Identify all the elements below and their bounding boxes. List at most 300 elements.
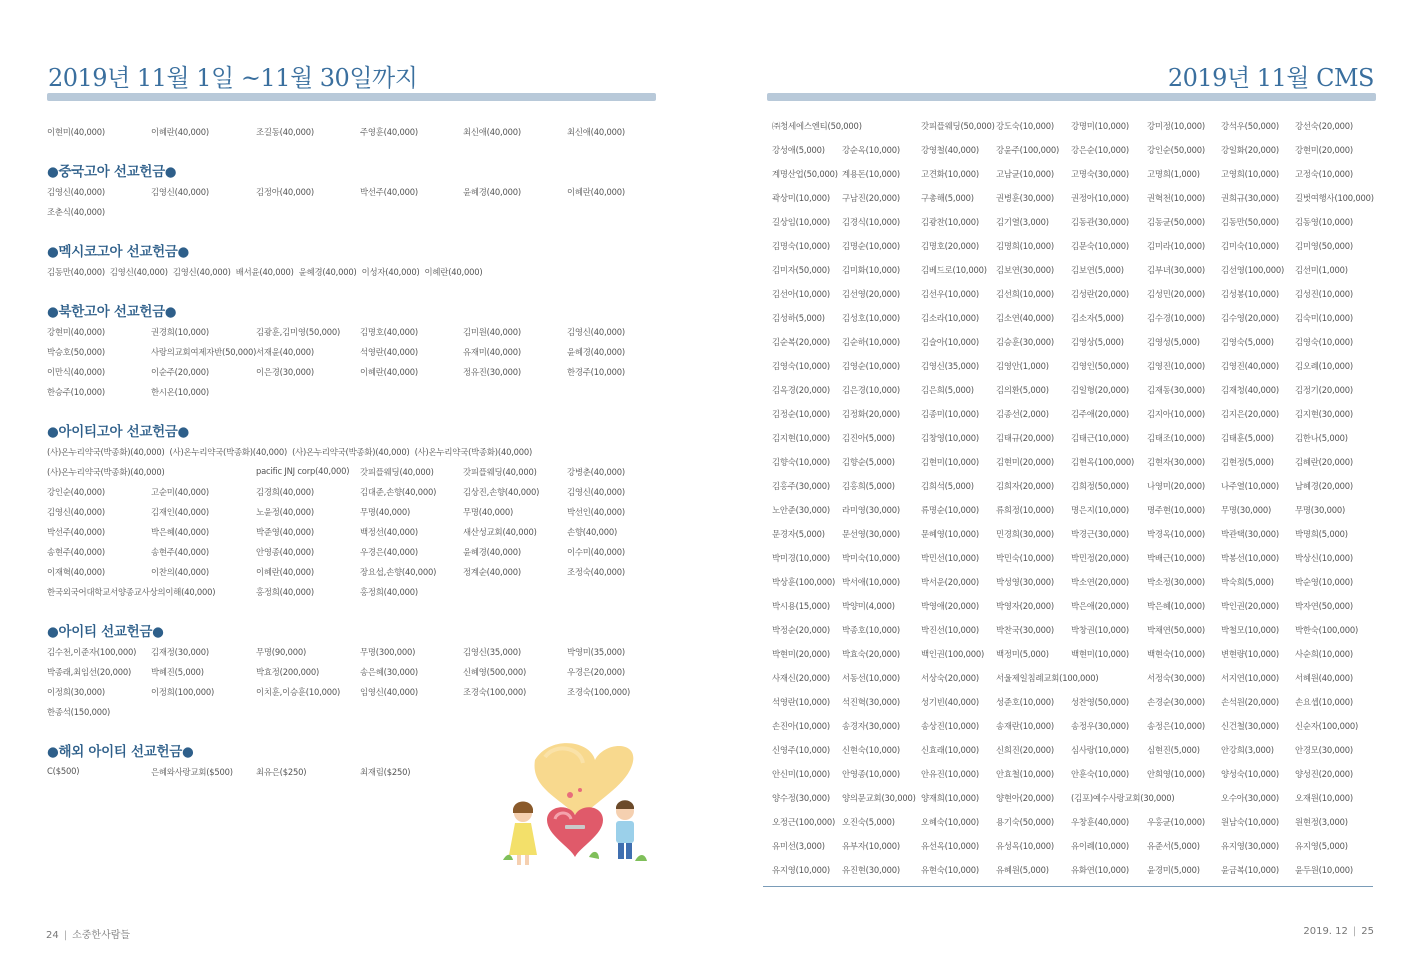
cms-donor-entry: 양성숙(10,000) [1221, 769, 1279, 779]
cms-donor-entry: 송정우(30,000) [1071, 721, 1129, 731]
donor-entry: 정계순(40,000) [463, 567, 521, 577]
cms-donor-entry: 송상진(10,000) [921, 721, 979, 731]
cms-donor-entry: 김재동(30,000) [1147, 385, 1205, 395]
cms-donor-entry: 라미영(30,000) [842, 505, 900, 515]
cms-donor-entry: 박진선(10,000) [921, 625, 979, 635]
cms-donor-entry: 김지아(10,000) [1147, 409, 1205, 419]
donor-entry: 김영신(40,000) [567, 487, 625, 497]
donor-entry: 이혜란(40,000) [256, 567, 314, 577]
cms-donor-entry: 권희규(30,000) [1221, 193, 1279, 203]
donor-entry: 김재인(40,000) [151, 507, 209, 517]
donor-entry: 이정희(30,000) [47, 687, 105, 697]
cms-donor-entry: 박종호(10,000) [842, 625, 900, 635]
cms-donor-entry: 김의환(5,000) [996, 385, 1049, 395]
right-page-title: 2019년 11월 CMS [1167, 64, 1374, 92]
cms-donor-entry: 박미숙(10,000) [842, 553, 900, 563]
cms-donor-entry: 김명호(20,000) [921, 241, 979, 251]
magazine-name: 소중한사람들 [72, 930, 131, 941]
cms-donor-entry: 신건철(30,000) [1221, 721, 1279, 731]
cms-donor-entry: 오혜숙(10,000) [921, 817, 979, 827]
donor-entry: 서재윤(40,000) [256, 347, 314, 357]
cms-donor-entry: 김현자(30,000) [1147, 457, 1205, 467]
section-heading: ●북한고아 선교헌금● [47, 304, 177, 320]
left-page-title: 2019년 11월 1일 ~11월 30일까지 [48, 64, 418, 92]
cms-donor-entry: 김승훈(30,000) [996, 337, 1054, 347]
cms-donor-entry: 김성란(20,000) [1071, 289, 1129, 299]
donor-entry: 송현주(40,000) [151, 547, 209, 557]
cms-donor-entry: 유화연(10,000) [1071, 865, 1129, 875]
cms-donor-entry: 백현미(10,000) [1071, 649, 1129, 659]
cms-donor-entry: 갓피플웨딩(50,000) [921, 121, 995, 131]
donor-entry: 강병춘(40,000) [567, 467, 625, 477]
cms-donor-entry: 류명순(10,000) [921, 505, 979, 515]
donor-entry: 한종석(150,000) [47, 707, 111, 717]
right-footer: 2019. 12 | 25 [1303, 926, 1374, 937]
cms-donor-entry: 박현미(20,000) [772, 649, 830, 659]
cms-donor-entry: 김베드로(10,000) [921, 265, 987, 275]
cms-donor-entry: 박서애(10,000) [842, 577, 900, 587]
cms-donor-entry: 원남숙(10,000) [1221, 817, 1279, 827]
cms-donor-entry: 김정순(10,000) [772, 409, 830, 419]
cms-donor-entry: 박민선(10,000) [921, 553, 979, 563]
cms-donor-entry: 양수정(30,000) [772, 793, 830, 803]
cms-donor-entry: 서동선(10,000) [842, 673, 900, 683]
cms-donor-entry: 김향숙(10,000) [772, 457, 830, 467]
donor-line [47, 266, 487, 278]
cms-donor-entry: 강인순(50,000) [1147, 145, 1205, 155]
left-page-number: 24 [46, 930, 59, 941]
donor-entry: 김영신(40,000) [47, 507, 105, 517]
donor-entry: 정유진(30,000) [463, 367, 521, 377]
cms-donor-entry: 박민숙(10,000) [996, 553, 1054, 563]
cms-donor-entry: 유미선(3,000) [772, 841, 825, 851]
cms-donor-entry: 김재청(40,000) [1221, 385, 1279, 395]
cms-donor-entry: 백현숙(10,000) [1147, 649, 1205, 659]
cms-donor-entry: 손경순(30,000) [1147, 697, 1205, 707]
cms-donor-entry: 변현량(10,000) [1221, 649, 1279, 659]
cms-donor-entry: 백인권(100,000) [921, 649, 985, 659]
cms-donor-entry: 유성옥(10,000) [996, 841, 1054, 851]
cms-donor-entry: 김미라(10,000) [1147, 241, 1205, 251]
cms-donor-entry: 김희정(50,000) [1071, 481, 1129, 491]
cms-donor-entry: 신현숙(10,000) [842, 745, 900, 755]
cms-donor-entry: 서혜원(40,000) [1295, 673, 1353, 683]
cms-donor-entry: 김선희(10,000) [996, 289, 1054, 299]
cms-donor-entry: 나영미(20,000) [1147, 481, 1205, 491]
cms-donor-entry: 김현옥(100,000) [1071, 457, 1135, 467]
cms-donor-entry: 김소자(5,000) [1071, 313, 1124, 323]
donor-entry: 김영신(40,000) [109, 267, 168, 277]
cms-donor-entry: 김홍희(5,000) [842, 481, 895, 491]
cms-donor-entry: 신순자(100,000) [1295, 721, 1359, 731]
cms-donor-entry: 김진아(5,000) [842, 433, 895, 443]
cms-donor-entry: 김영신(35,000) [921, 361, 979, 371]
donor-entry: 이수미(40,000) [567, 547, 625, 557]
cms-donor-entry: 김동균(50,000) [1147, 217, 1205, 227]
cms-donor-entry: 김향순(5,000) [842, 457, 895, 467]
cms-donor-entry: 김태규(20,000) [996, 433, 1054, 443]
donor-entry: 김영신(40,000) [151, 187, 209, 197]
cms-donor-entry: 김숙미(10,000) [1295, 313, 1353, 323]
cms-donor-entry: 박배근(10,000) [1147, 553, 1205, 563]
cms-donor-entry: 고영희(10,000) [1221, 169, 1279, 179]
cms-donor-entry: 김종선(2,000) [996, 409, 1049, 419]
cms-donor-entry: 강도숙(10,000) [996, 121, 1054, 131]
cms-donor-entry: 박정순(20,000) [772, 625, 830, 635]
cms-donor-entry: 오정근(100,000) [772, 817, 836, 827]
donor-entry: 김상진,손향(40,000) [463, 487, 540, 497]
cms-donor-entry: 김성하(5,000) [772, 313, 825, 323]
donor-entry: 이정희(100,000) [151, 687, 215, 697]
cms-donor-entry: 박창권(10,000) [1071, 625, 1129, 635]
cms-donor-entry: 강성애(5,000) [772, 145, 825, 155]
cms-donor-entry: 김태훈(5,000) [1221, 433, 1274, 443]
donor-entry: 김대준,손향(40,000) [360, 487, 437, 497]
cms-donor-entry: 유지영(30,000) [1221, 841, 1279, 851]
cms-donor-entry: 손요셉(10,000) [1295, 697, 1353, 707]
donor-entry: 박선인(40,000) [567, 507, 625, 517]
donor-entry: 사랑의교회여제자반(50,000) [151, 347, 257, 357]
section-heading: ●아이티고아 선교헌금● [47, 424, 190, 440]
donor-entry: (사)온누리약국(박종화)(40,000) [169, 447, 288, 457]
cms-donor-entry: 서울제일침례교회(100,000) [996, 673, 1099, 683]
donor-entry: C($500) [47, 766, 80, 776]
cms-donor-entry: 박철모(10,000) [1221, 625, 1279, 635]
donor-entry: 송은혜(30,000) [360, 667, 418, 677]
cms-donor-entry: 김한나(5,000) [1295, 433, 1348, 443]
cms-donor-entry: 김창영(10,000) [921, 433, 979, 443]
cms-donor-entry: 고명희(1,000) [1147, 169, 1200, 179]
donor-entry: 조경숙(100,000) [567, 687, 631, 697]
donor-entry: 신혜영(500,000) [463, 667, 527, 677]
cms-donor-entry: 양의문교회(30,000) [842, 793, 916, 803]
cms-donor-entry: 김경식(10,000) [842, 217, 900, 227]
cms-donor-entry: 김명숙(10,000) [772, 241, 830, 251]
cms-donor-entry: 우창훈(40,000) [1071, 817, 1129, 827]
donor-entry: 갓피플웨딩(40,000) [463, 467, 537, 477]
donor-entry: 고순미(40,000) [151, 487, 209, 497]
cms-donor-entry: 신영주(10,000) [772, 745, 830, 755]
donor-entry: 이혜란(40,000) [567, 187, 625, 197]
cms-donor-entry: 김선영(100,000) [1221, 265, 1285, 275]
donor-entry: 이재혁(40,000) [47, 567, 105, 577]
cms-donor-entry: 윤경미(5,000) [1147, 865, 1200, 875]
cms-donor-entry: 김동관(30,000) [1071, 217, 1129, 227]
donor-entry: 새산성교회(40,000) [463, 527, 537, 537]
cms-donor-entry: 박미경(10,000) [772, 553, 830, 563]
donor-entry: 이찬의(40,000) [151, 567, 209, 577]
donor-entry: 김광훈,김미영(50,000) [256, 327, 341, 337]
cms-donor-entry: 김미화(10,000) [842, 265, 900, 275]
donor-entry: (사)온누리약국(박종화)(40,000) [292, 447, 410, 457]
donor-entry: 김영신(40,000) [567, 327, 625, 337]
donor-entry: 강현미(40,000) [47, 327, 105, 337]
cms-donor-entry: 김명희(10,000) [996, 241, 1054, 251]
cms-donor-entry: 김종미(10,000) [921, 409, 979, 419]
donor-entry: 최재림($250) [360, 767, 411, 777]
cms-donor-entry: 김지현(30,000) [1295, 409, 1353, 419]
donor-entry: 배서윤(40,000) [235, 267, 294, 277]
cms-donor-entry: 박찬국(30,000) [996, 625, 1054, 635]
cms-donor-entry: 김선영(20,000) [842, 289, 900, 299]
cms-donor-entry: 강일화(20,000) [1221, 145, 1279, 155]
cms-donor-entry: 나주열(10,000) [1221, 481, 1279, 491]
donor-entry: 홍정희(40,000) [360, 587, 418, 597]
cms-donor-entry: 김영진(40,000) [1221, 361, 1279, 371]
cms-donor-entry: 양재희(10,000) [921, 793, 979, 803]
cms-donor-entry: 안유진(10,000) [921, 769, 979, 779]
cms-donor-entry: 김영상(5,000) [1071, 337, 1124, 347]
cms-donor-entry: 안영종(10,000) [842, 769, 900, 779]
cms-donor-entry: 서지연(10,000) [1221, 673, 1279, 683]
donor-entry: 김영신(40,000) [172, 267, 231, 277]
cms-donor-entry: 김광찬(10,000) [921, 217, 979, 227]
cms-donor-entry: 박은혜(10,000) [1147, 601, 1205, 611]
cms-donor-entry: 박소연(20,000) [1071, 577, 1129, 587]
cms-donor-entry: 김영성(5,000) [1147, 337, 1200, 347]
cms-donor-entry: 박소정(30,000) [1147, 577, 1205, 587]
donor-entry: 박영미(35,000) [567, 647, 625, 657]
right-page-number: 25 [1361, 926, 1374, 937]
cms-donor-entry: 문혜영(10,000) [921, 529, 979, 539]
donor-entry: 이은경(30,000) [256, 367, 314, 377]
cms-donor-entry: 김일형(20,000) [1071, 385, 1129, 395]
donor-entry: 조정숙(40,000) [567, 567, 625, 577]
donor-line [47, 446, 537, 458]
cms-donor-entry: 송재란(10,000) [996, 721, 1054, 731]
cms-donor-entry: 박영자(20,000) [996, 601, 1054, 611]
cms-donor-entry: 민경희(30,000) [996, 529, 1054, 539]
cms-donor-entry: 강미정(10,000) [1147, 121, 1205, 131]
cms-donor-entry: 오진숙(5,000) [842, 817, 895, 827]
cms-donor-entry: 무명(30,000) [1295, 505, 1346, 515]
section-heading: ●멕시코고아 선교헌금● [47, 244, 190, 260]
donor-entry: 김정아(40,000) [256, 187, 314, 197]
donor-entry: 이치훈,이승훈(10,000) [256, 687, 341, 697]
donor-entry: 이성자(40,000) [361, 267, 420, 277]
donor-entry: 박선주(40,000) [360, 187, 418, 197]
cms-donor-entry: 김정화(20,000) [842, 409, 900, 419]
cms-donor-entry: 사재신(20,000) [772, 673, 830, 683]
cms-donor-entry: 양현아(20,000) [996, 793, 1054, 803]
cms-donor-entry: 안신미(10,000) [772, 769, 830, 779]
cms-donor-entry: 권정아(10,000) [1071, 193, 1129, 203]
cms-donor-entry: 박관택(30,000) [1221, 529, 1279, 539]
cms-donor-entry: 김희자(20,000) [996, 481, 1054, 491]
cms-donor-entry: 김보연(30,000) [996, 265, 1054, 275]
donor-entry: 은혜와사랑교회($500) [151, 767, 233, 777]
cms-donor-entry: 김희석(5,000) [921, 481, 974, 491]
donor-entry: (사)온누리약국(박종화)(40,000) [47, 447, 165, 457]
cms-donor-entry: 박영애(20,000) [921, 601, 979, 611]
cms-donor-entry: 구총해(5,000) [921, 193, 974, 203]
cms-donor-entry: 손석원(20,000) [1221, 697, 1279, 707]
cms-donor-entry: 곽상미(10,000) [772, 193, 830, 203]
cms-donor-entry: 류희정(10,000) [996, 505, 1054, 515]
cms-donor-entry: 유선옥(10,000) [921, 841, 979, 851]
cms-donor-entry: 김지현(10,000) [772, 433, 830, 443]
cms-donor-entry: 고견화(10,000) [921, 169, 979, 179]
cms-donor-entry: 고명숙(30,000) [1071, 169, 1129, 179]
donor-entry: 김미원(40,000) [463, 327, 521, 337]
cms-donor-entry: 김미자(50,000) [772, 265, 830, 275]
donor-entry: 무명(40,000) [360, 507, 411, 517]
cms-donor-entry: 유혜원(5,000) [996, 865, 1049, 875]
cms-donor-entry: 강선숙(20,000) [1295, 121, 1353, 131]
cms-donor-entry: 김기열(3,000) [996, 217, 1049, 227]
cms-donor-entry: 유진현(30,000) [842, 865, 900, 875]
cms-donor-entry: 김홍주(30,000) [772, 481, 830, 491]
cms-donor-entry: 김성봉(10,000) [1221, 289, 1279, 299]
cms-donor-entry: 박양미(4,000) [842, 601, 895, 611]
cms-donor-entry: 심현진(5,000) [1147, 745, 1200, 755]
cms-donor-entry: 박민정(20,000) [1071, 553, 1129, 563]
donor-entry: 김동만(40,000) [47, 267, 105, 277]
cms-donor-entry: 강윤주(100,000) [996, 145, 1060, 155]
cms-donor-entry: 김영순(10,000) [842, 361, 900, 371]
cms-donor-entry: 박효숙(20,000) [842, 649, 900, 659]
cms-donor-entry: 김슬아(10,000) [921, 337, 979, 347]
donor-entry: 김경희(40,000) [256, 487, 314, 497]
cms-donor-entry: 박숙희(5,000) [1221, 577, 1274, 587]
cms-bottom-rule [763, 886, 1373, 887]
cms-donor-entry: 김현미(10,000) [921, 457, 979, 467]
cms-donor-entry: 강순옥(10,000) [842, 145, 900, 155]
donor-entry: 이만식(40,000) [47, 367, 105, 377]
cms-donor-entry: 김소연(40,000) [996, 313, 1054, 323]
cms-donor-entry: 김영인(50,000) [1071, 361, 1129, 371]
issue-date: 2019. 12 [1303, 926, 1348, 937]
donor-entry: 김명호(40,000) [360, 327, 418, 337]
donor-entry: 김수천,이준자(100,000) [47, 647, 137, 657]
donor-entry: 조경숙(100,000) [463, 687, 527, 697]
section-heading: ●중국고아 선교헌금● [47, 164, 177, 180]
cms-donor-entry: 김주애(20,000) [1071, 409, 1129, 419]
cms-donor-entry: 김은경(10,000) [842, 385, 900, 395]
cms-donor-entry: 성준호(10,000) [996, 697, 1054, 707]
donor-entry: 한국외국어대학교서양종교사상의이해(40,000) [47, 587, 216, 597]
cms-donor-entry: 고정숙(10,000) [1295, 169, 1353, 179]
cms-donor-entry: 성찬영(50,000) [1071, 697, 1129, 707]
cms-donor-entry: 유준서(5,000) [1147, 841, 1200, 851]
cms-donor-entry: 문경자(5,000) [772, 529, 825, 539]
donor-entry: 김재정(30,000) [151, 647, 209, 657]
couple-heart-illustration [495, 735, 660, 875]
cms-donor-entry: 김수영(20,000) [1221, 313, 1279, 323]
cms-donor-entry: 김오례(10,000) [1295, 361, 1353, 371]
cms-donor-entry: 박봉선(10,000) [1221, 553, 1279, 563]
donor-entry: 무명(300,000) [360, 647, 416, 657]
cms-donor-entry: 심사랑(10,000) [1071, 745, 1129, 755]
cms-donor-entry: 김선아(10,000) [772, 289, 830, 299]
cms-donor-entry: 유현숙(10,000) [921, 865, 979, 875]
left-footer: 24 | 소중한사람들 [46, 930, 131, 941]
donor-entry: 권경희(10,000) [151, 327, 209, 337]
cms-donor-entry: 강현미(20,000) [1295, 145, 1353, 155]
donor-entry: 이혜란(40,000) [151, 127, 209, 137]
cms-donor-entry: 윤금복(10,000) [1221, 865, 1279, 875]
cms-donor-entry: 김태근(10,000) [1071, 433, 1129, 443]
donor-entry: pacific JNJ corp(40,000) [256, 466, 350, 476]
cms-donor-entry: 박경근(30,000) [1071, 529, 1129, 539]
donor-entry: 손향(40,000) [567, 527, 618, 537]
cms-donor-entry: 명은지(10,000) [1071, 505, 1129, 515]
cms-donor-entry: 김문숙(10,000) [1071, 241, 1129, 251]
donor-entry: 조춘식(40,000) [47, 207, 105, 217]
cms-donor-entry: 김보연(5,000) [1071, 265, 1124, 275]
cms-donor-entry: 길벗여행사(100,000) [1295, 193, 1374, 203]
cms-donor-entry: 강석우(50,000) [1221, 121, 1279, 131]
donor-entry: 무명(90,000) [256, 647, 307, 657]
cms-donor-entry: 박명희(5,000) [1295, 529, 1348, 539]
cms-donor-entry: 강은순(10,000) [1071, 145, 1129, 155]
cms-donor-entry: 용기숙(50,000) [996, 817, 1054, 827]
donor-entry: 갓피플웨딩(40,000) [360, 467, 434, 477]
cms-donor-entry: 양성진(20,000) [1295, 769, 1353, 779]
cms-donor-entry: 김혜란(20,000) [1295, 457, 1353, 467]
cms-donor-entry: 김동영(10,000) [1295, 217, 1353, 227]
donor-entry: 우경은(20,000) [567, 667, 625, 677]
donor-entry: 윤혜경(40,000) [463, 187, 521, 197]
cms-donor-entry: 박상신(10,000) [1295, 553, 1353, 563]
cms-donor-entry: 노안준(30,000) [772, 505, 830, 515]
cms-donor-entry: 박경옥(10,000) [1147, 529, 1205, 539]
donor-entry: 주영훈(40,000) [360, 127, 418, 137]
donor-entry: 박종래,최임선(20,000) [47, 667, 132, 677]
donor-entry: 최신애(40,000) [567, 127, 625, 137]
cms-donor-entry: 박시용(15,000) [772, 601, 830, 611]
donor-entry: 송현주(40,000) [47, 547, 105, 557]
cms-donor-entry: 박서운(20,000) [921, 577, 979, 587]
cms-donor-entry: 서정숙(30,000) [1147, 673, 1205, 683]
donor-entry: 안영종(40,000) [256, 547, 314, 557]
cms-donor-entry: 김영숙(10,000) [1295, 337, 1353, 347]
cms-donor-entry: 우홍균(10,000) [1147, 817, 1205, 827]
donor-entry: 노윤정(40,000) [256, 507, 314, 517]
cms-donor-entry: 문선영(30,000) [842, 529, 900, 539]
donor-entry: 박준영(40,000) [256, 527, 314, 537]
cms-donor-entry: 성기빈(40,000) [921, 697, 979, 707]
donor-entry: 무명(40,000) [463, 507, 514, 517]
cms-donor-entry: 박한숙(100,000) [1295, 625, 1359, 635]
donor-entry: 우경은(40,000) [360, 547, 418, 557]
cms-donor-entry: 김영진(10,000) [1147, 361, 1205, 371]
cms-donor-entry: 손진아(10,000) [772, 721, 830, 731]
donor-entry: 윤혜경(40,000) [298, 267, 357, 277]
donor-entry: 한승주(10,000) [47, 387, 105, 397]
cms-donor-entry: 김성진(10,000) [1295, 289, 1353, 299]
cms-donor-entry: 김동만(50,000) [1221, 217, 1279, 227]
cms-donor-entry: 김태조(10,000) [1147, 433, 1205, 443]
donor-entry: 이현미(40,000) [47, 127, 105, 137]
cms-donor-entry: 고남균(10,000) [996, 169, 1054, 179]
cms-donor-entry: 송정은(10,000) [1147, 721, 1205, 731]
donor-entry: 한경주(10,000) [567, 367, 625, 377]
cms-donor-entry: 김수경(10,000) [1147, 313, 1205, 323]
donor-entry: 윤혜경(40,000) [463, 547, 521, 557]
cms-donor-entry: 김소라(10,000) [921, 313, 979, 323]
cms-donor-entry: 남혜경(20,000) [1295, 481, 1353, 491]
cms-donor-entry: 오재원(10,000) [1295, 793, 1353, 803]
cms-donor-entry: 강명미(10,000) [1071, 121, 1129, 131]
cms-donor-entry: (김포)예수사랑교회(30,000) [1071, 793, 1175, 803]
cms-donor-entry: 안경모(30,000) [1295, 745, 1353, 755]
donor-entry: 한시온(10,000) [151, 387, 209, 397]
cms-donor-entry: 유지영(5,000) [1295, 841, 1348, 851]
donor-entry: 윤혜경(40,000) [567, 347, 625, 357]
donor-entry: 장요섭,손향(40,000) [360, 567, 437, 577]
cms-donor-entry: 김정기(20,000) [1295, 385, 1353, 395]
